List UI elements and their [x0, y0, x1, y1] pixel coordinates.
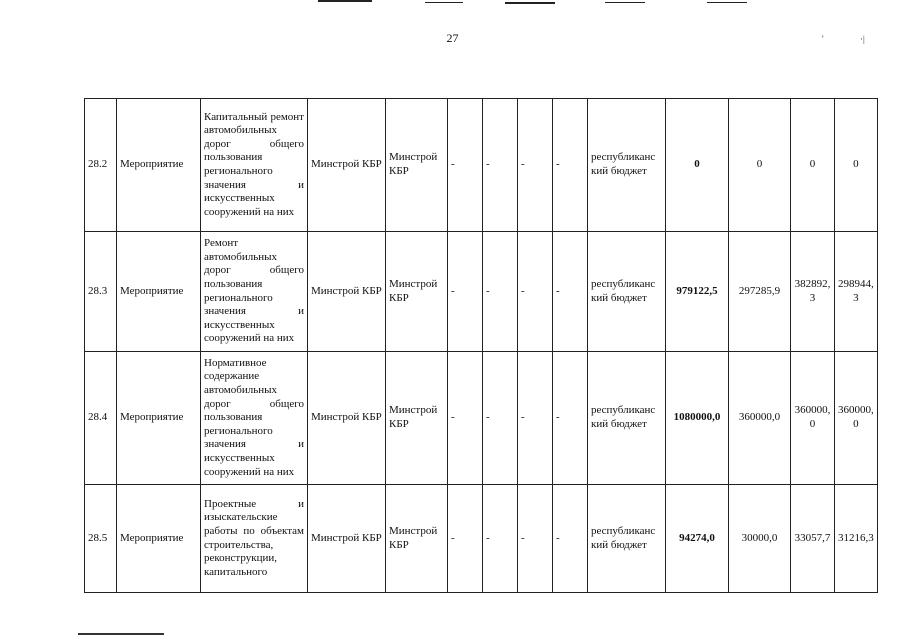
row-total: 979122,5: [666, 232, 729, 352]
row-dash-cell: -: [483, 485, 518, 593]
row-description: Капитальный ремонт автомобильных дорог общего пользования регионального значения и искусственных сооружений на них: [201, 99, 308, 232]
row-responsible: Минстрой КБР: [308, 485, 386, 593]
row-responsible: Минстрой КБР: [308, 352, 386, 485]
row-coexecutor: Минстрой КБР: [386, 99, 448, 232]
row-coexecutor: Минстрой КБР: [386, 352, 448, 485]
corner-mark: ·|: [860, 34, 865, 44]
row-type: Мероприятие: [117, 352, 201, 485]
row-type: Мероприятие: [117, 99, 201, 232]
row-year-2: 33057,7: [791, 485, 835, 593]
row-funding-source: республиканс кий бюджет: [588, 352, 666, 485]
scan-artifact-line: [605, 2, 645, 3]
table-row: [85, 232, 878, 352]
table-row: [85, 352, 878, 485]
row-year-1: 30000,0: [729, 485, 791, 593]
row-dash-cell: -: [518, 99, 553, 232]
row-dash-cell: -: [518, 485, 553, 593]
row-number: 28.2: [85, 99, 117, 232]
row-year-3: 360000, 0: [835, 352, 878, 485]
row-dash-cell: -: [483, 352, 518, 485]
row-description: Ремонт автомобильных дорог общего пользования регионального значения и искусственных сооружений на них: [201, 232, 308, 352]
row-year-2: 0: [791, 99, 835, 232]
row-coexecutor: Минстрой КБР: [386, 485, 448, 593]
row-total: 1080000,0: [666, 352, 729, 485]
scan-artifact-line: [505, 2, 555, 4]
scan-artifact-line: [707, 2, 747, 3]
scan-artifact-line: [318, 0, 372, 2]
row-number: 28.4: [85, 352, 117, 485]
row-dash-cell: -: [553, 352, 588, 485]
measures-table: [84, 98, 878, 593]
row-year-1: 360000,0: [729, 352, 791, 485]
scan-artifact-line: [78, 633, 164, 635]
row-dash-cell: -: [483, 99, 518, 232]
row-funding-source: республиканс кий бюджет: [588, 99, 666, 232]
row-total: 0: [666, 99, 729, 232]
row-dash-cell: -: [448, 232, 483, 352]
row-year-3: 298944, 3: [835, 232, 878, 352]
row-year-1: 297285,9: [729, 232, 791, 352]
row-year-3: 0: [835, 99, 878, 232]
row-number: 28.5: [85, 485, 117, 593]
row-dash-cell: -: [553, 485, 588, 593]
page-number: 27: [446, 31, 459, 45]
row-description: Проектные и изыскательские работы по объектам строительства, реконструкции, капитального: [201, 485, 308, 593]
row-responsible: Минстрой КБР: [308, 99, 386, 232]
row-year-1: 0: [729, 99, 791, 232]
row-funding-source: республиканс кий бюджет: [588, 232, 666, 352]
row-number: 28.3: [85, 232, 117, 352]
row-dash-cell: -: [483, 232, 518, 352]
scan-artifact-line: [425, 2, 463, 3]
table-row: [85, 99, 878, 232]
row-dash-cell: -: [448, 485, 483, 593]
corner-mark: ': [822, 34, 824, 44]
row-coexecutor: Минстрой КБР: [386, 232, 448, 352]
row-responsible: Минстрой КБР: [308, 232, 386, 352]
row-description: Нормативное содержание автомобильных дорог общего пользования регионального значения и искусственных сооружений на них: [201, 352, 308, 485]
row-year-2: 382892, 3: [791, 232, 835, 352]
table-row: [85, 485, 878, 593]
row-year-2: 360000, 0: [791, 352, 835, 485]
row-year-3: 31216,3: [835, 485, 878, 593]
row-total: 94274,0: [666, 485, 729, 593]
row-dash-cell: -: [518, 232, 553, 352]
row-funding-source: республиканс кий бюджет: [588, 485, 666, 593]
row-type: Мероприятие: [117, 485, 201, 593]
row-type: Мероприятие: [117, 232, 201, 352]
row-dash-cell: -: [448, 99, 483, 232]
row-dash-cell: -: [553, 99, 588, 232]
row-dash-cell: -: [518, 352, 553, 485]
row-dash-cell: -: [448, 352, 483, 485]
row-dash-cell: -: [553, 232, 588, 352]
